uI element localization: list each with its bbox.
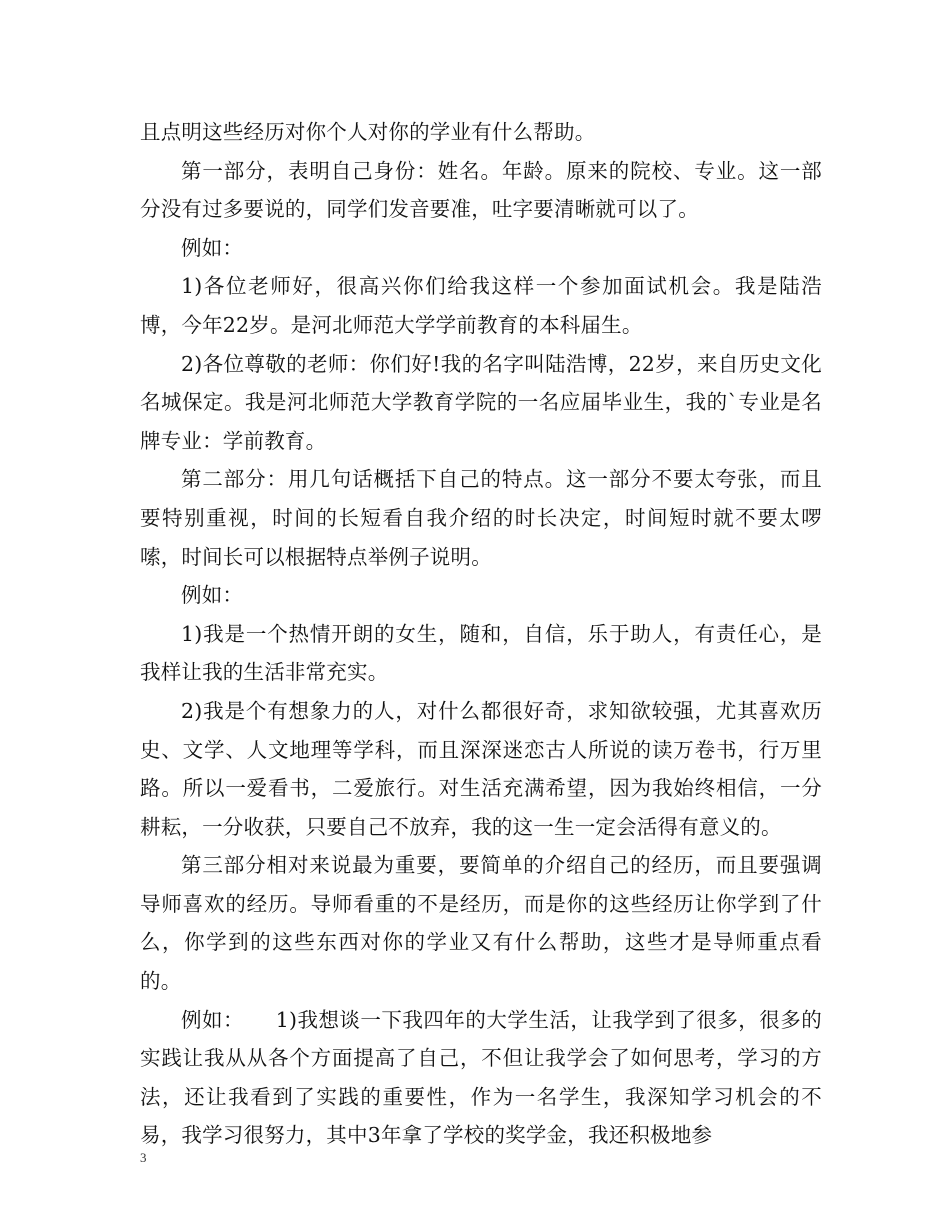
paragraph-part-one: 第一部分，表明自己身份：姓名。年龄。原来的院校、专业。这一部分没有过多要说的，同学们发音要准，吐字要清晰就可以了。	[140, 158, 822, 222]
paragraph-part-two: 第二部分：用几句话概括下自己的特点。这一部分不要太夸张，而且要特别重视，时间的长短看自我介绍的时长决定，时间短时就不要太啰嗦，时间长可以根据特点举例子说明。	[140, 467, 822, 569]
paragraph-continuation: 且点明这些经历对你个人对你的学业有什么帮助。	[140, 120, 596, 144]
page-number: 3	[140, 1150, 147, 1165]
paragraph-example-label: 例如：	[181, 235, 244, 260]
paragraph-example-2: 2)各位尊敬的老师：你们好!我的名字叫陆浩博，22岁，来自历史文化名城保定。我是河北师范大学教育学院的一名应届毕业生，我的`专业是名牌专业：学前教育。	[140, 351, 822, 453]
paragraph-part-three: 第三部分相对来说最为重要，要简单的介绍自己的经历，而且要强调导师喜欢的经历。导师看重的不是经历，而是你的这些经历让你学到了什么，你学到的这些东西对你的学业又有什么帮助，这些才是导师重点看的。	[140, 853, 822, 994]
body-text	[140, 113, 822, 1155]
paragraph-example-1: 1)我是一个热情开朗的女生，随和，自信，乐于助人，有责任心，是我样让我的生活非常充实。	[140, 621, 822, 685]
paragraph-example-1: 1)各位老师好，很高兴你们给我这样一个参加面试机会。我是陆浩博，今年22岁。是河北师范大学学前教育的本科届生。	[140, 274, 822, 337]
paragraph-example-2: 2)我是个有想象力的人，对什么都很好奇，求知欲较强，尤其喜欢历史、文学、人文地理等学科，而且深深迷恋古人所说的读万卷书，行万里路。所以一爱看书，二爱旅行。对生活充满希望，因为我始终相信，一分耕耘，一分收获，只要自己不放弃，我的这一生一定会活得有意义的。	[140, 698, 822, 839]
paragraph-example-experience: 例如： 1)我想谈一下我四年的大学生活，让我学到了很多，很多的实践让我从从各个方面提高了自己，不但让我学会了如何思考，学习的方法，还让我看到了实践的重要性，作为一名学生，我深知学习机会的不易，我学习很努力，其中3年拿了学校的奖学金，我还积极地参	[140, 1007, 822, 1148]
paragraph-example-label: 例如：	[181, 583, 244, 608]
